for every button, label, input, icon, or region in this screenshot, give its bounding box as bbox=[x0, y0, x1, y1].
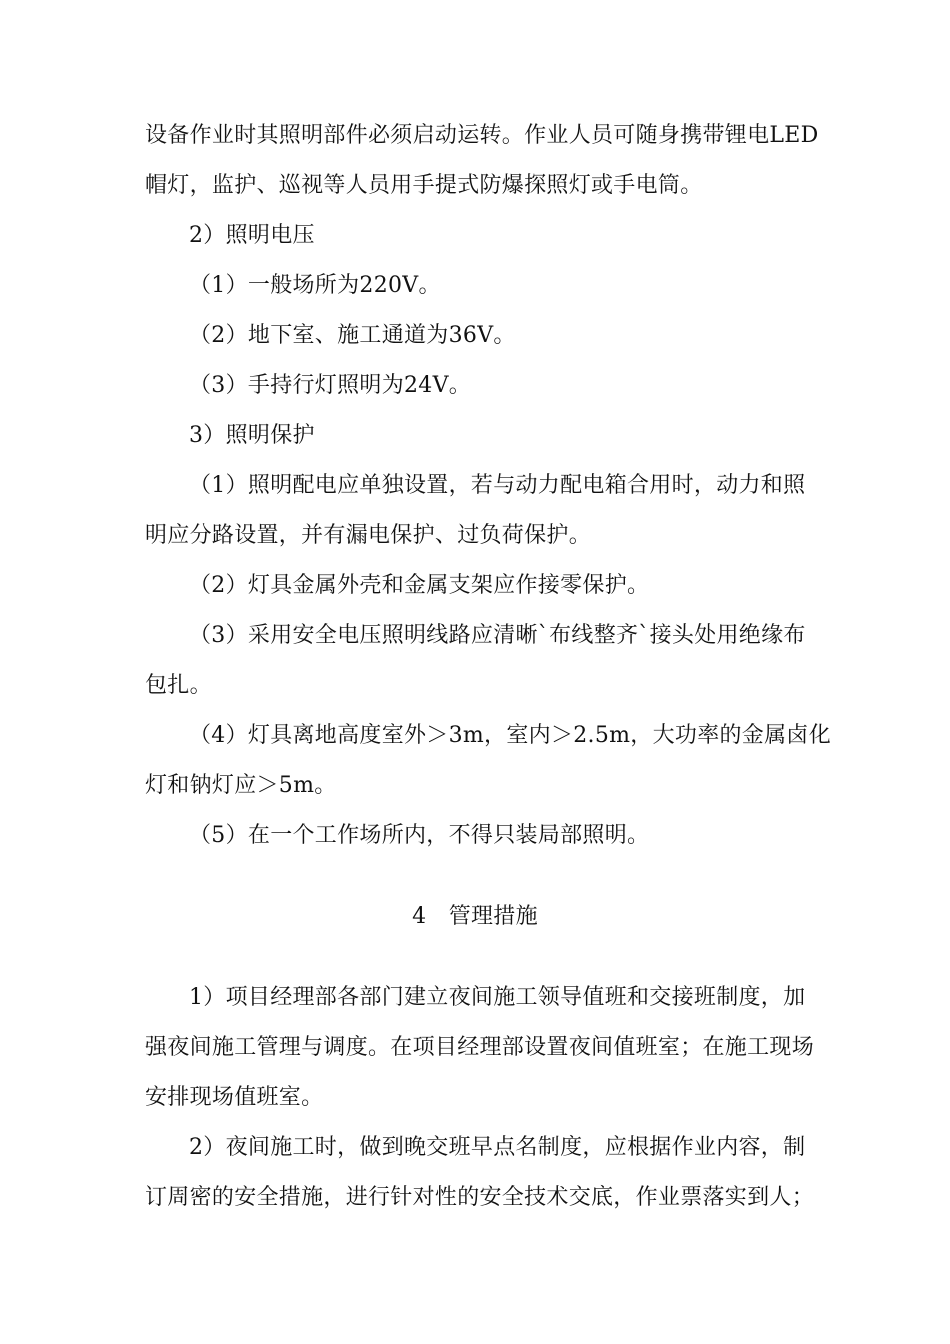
paragraph-line: 2）夜间施工时，做到晚交班早点名制度，应根据作业内容，制 bbox=[189, 1135, 806, 1160]
list-item: （3）采用安全电压照明线路应清晰`布线整齐`接头处用绝缘布 bbox=[189, 623, 806, 648]
paragraph-line: 设备作业时其照明部件必须启动运转。作业人员可随身携带锂电LED bbox=[145, 123, 819, 148]
list-item-continuation: 包扎。 bbox=[145, 673, 212, 698]
list-item: （3）手持行灯照明为24V。 bbox=[189, 373, 472, 398]
list-item-continuation: 明应分路设置，并有漏电保护、过负荷保护。 bbox=[145, 523, 592, 548]
list-item: （2）灯具金属外壳和金属支架应作接零保护。 bbox=[189, 573, 650, 598]
list-item: （4）灯具离地高度室外＞3m，室内＞2.5m，大功率的金属卤化 bbox=[189, 723, 832, 748]
list-item: （1）一般场所为220V。 bbox=[189, 273, 441, 298]
list-item: （1）照明配电应单独设置，若与动力配电箱合用时，动力和照 bbox=[189, 473, 806, 498]
paragraph-line: 订周密的安全措施，进行针对性的安全技术交底，作业票落实到人； bbox=[145, 1185, 815, 1210]
paragraph-line: 安排现场值班室。 bbox=[145, 1085, 324, 1110]
subheading-lighting-voltage: 2）照明电压 bbox=[189, 223, 315, 248]
section-heading: 4 管理措施 bbox=[412, 904, 538, 929]
list-item: （5）在一个工作场所内，不得只装局部照明。 bbox=[189, 823, 650, 848]
paragraph-line: 帽灯，监护、巡视等人员用手提式防爆探照灯或手电筒。 bbox=[145, 173, 703, 198]
list-item: （2）地下室、施工通道为36V。 bbox=[189, 323, 516, 348]
list-item-continuation: 灯和钠灯应＞5m。 bbox=[145, 773, 337, 798]
paragraph-line: 1）项目经理部各部门建立夜间施工领导值班和交接班制度，加 bbox=[189, 985, 806, 1010]
subheading-lighting-protection: 3）照明保护 bbox=[189, 423, 315, 448]
paragraph-line: 强夜间施工管理与调度。在项目经理部设置夜间值班室；在施工现场 bbox=[145, 1035, 815, 1060]
